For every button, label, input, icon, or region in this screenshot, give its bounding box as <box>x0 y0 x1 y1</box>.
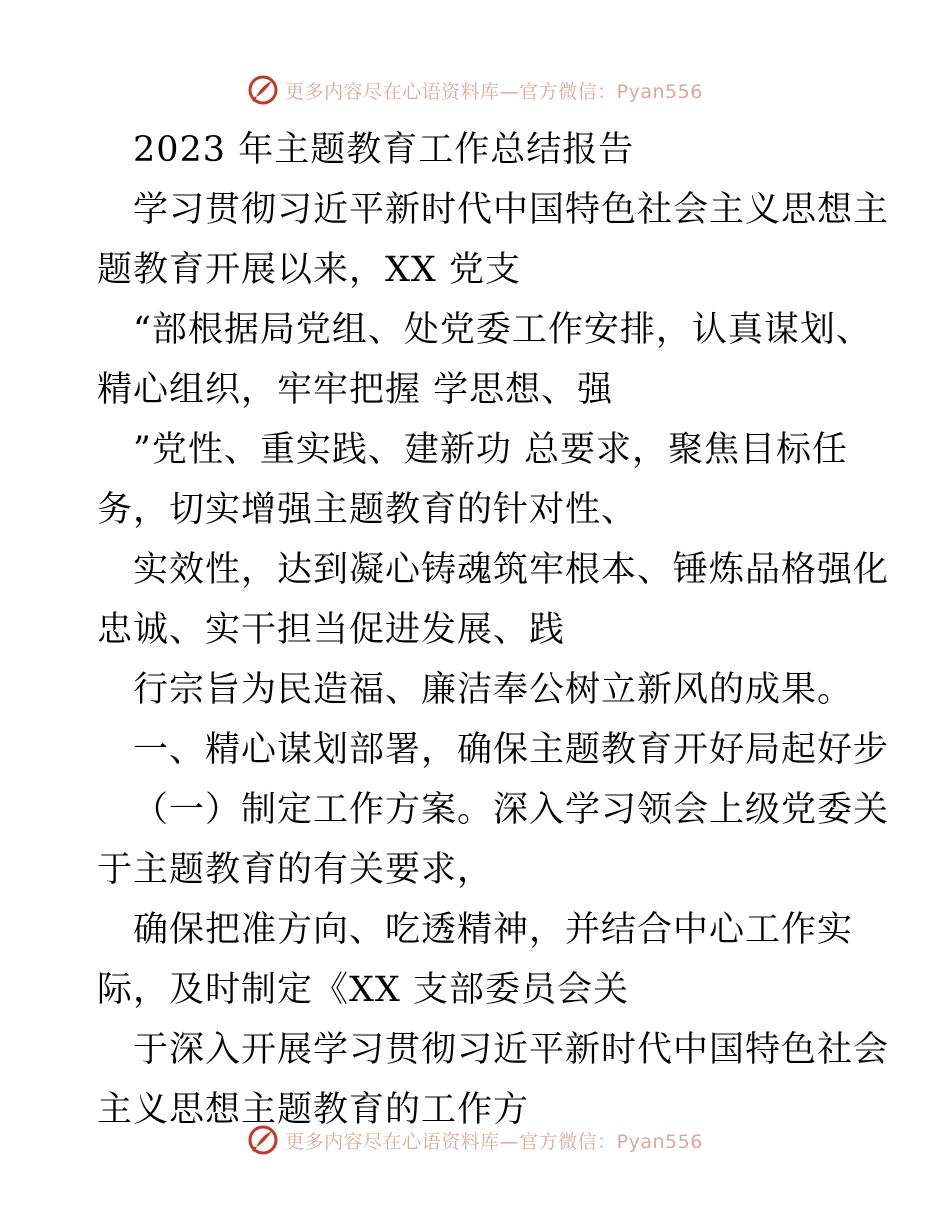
red-feather-pen-logo-icon <box>247 1124 279 1156</box>
document-line: 行宗旨为民造福、廉洁奉公树立新风的成果。 <box>133 670 854 710</box>
document-line: 题教育开展以来，XX 党支 <box>97 250 521 290</box>
header-watermark-banner <box>0 70 950 110</box>
document-line: 务，切实增强主题教育的针对性、 <box>97 490 638 530</box>
document-line: 精心组织，牢牢把握 学思想、强 <box>97 370 614 410</box>
footer-watermark-text: 更多内容尽在心语资料库—官方微信：Pyan556 <box>285 1130 703 1153</box>
document-line: 学习贯彻习近平新时代中国特色社会主义思想主 <box>133 190 890 230</box>
document-line: 际，及时制定《XX 支部委员会关 <box>97 970 629 1010</box>
document-line: 实效性，达到凝心铸魂筑牢根本、锤炼品格强化 <box>133 550 890 590</box>
document-line: ”党性、重实践、建新功 总要求，聚焦目标任 <box>133 430 849 470</box>
document-line: “部根据局党组、处党委工作安排，认真谋划、 <box>133 310 872 350</box>
document-line: 主义思想主题教育的工作方 <box>97 1090 530 1130</box>
document-line: 于深入开展学习贯彻习近平新时代中国特色社会 <box>133 1030 890 1070</box>
document-title: 2023 年主题教育工作总结报告 <box>133 130 635 170</box>
section-heading: 一、精心谋划部署，确保主题教育开好局起好步 <box>133 730 890 770</box>
red-feather-pen-logo-icon <box>247 74 279 106</box>
document-line: （一）制定工作方案。深入学习领会上级党委关 <box>133 790 890 830</box>
document-line: 于主题教育的有关要求， <box>97 850 494 890</box>
document-line: 忠诚、实干担当促进发展、践 <box>97 610 566 650</box>
document-line: 确保把准方向、吃透精神，并结合中心工作实 <box>133 910 854 950</box>
footer-watermark-banner <box>0 1120 950 1160</box>
header-watermark-text: 更多内容尽在心语资料库—官方微信：Pyan556 <box>285 80 703 103</box>
